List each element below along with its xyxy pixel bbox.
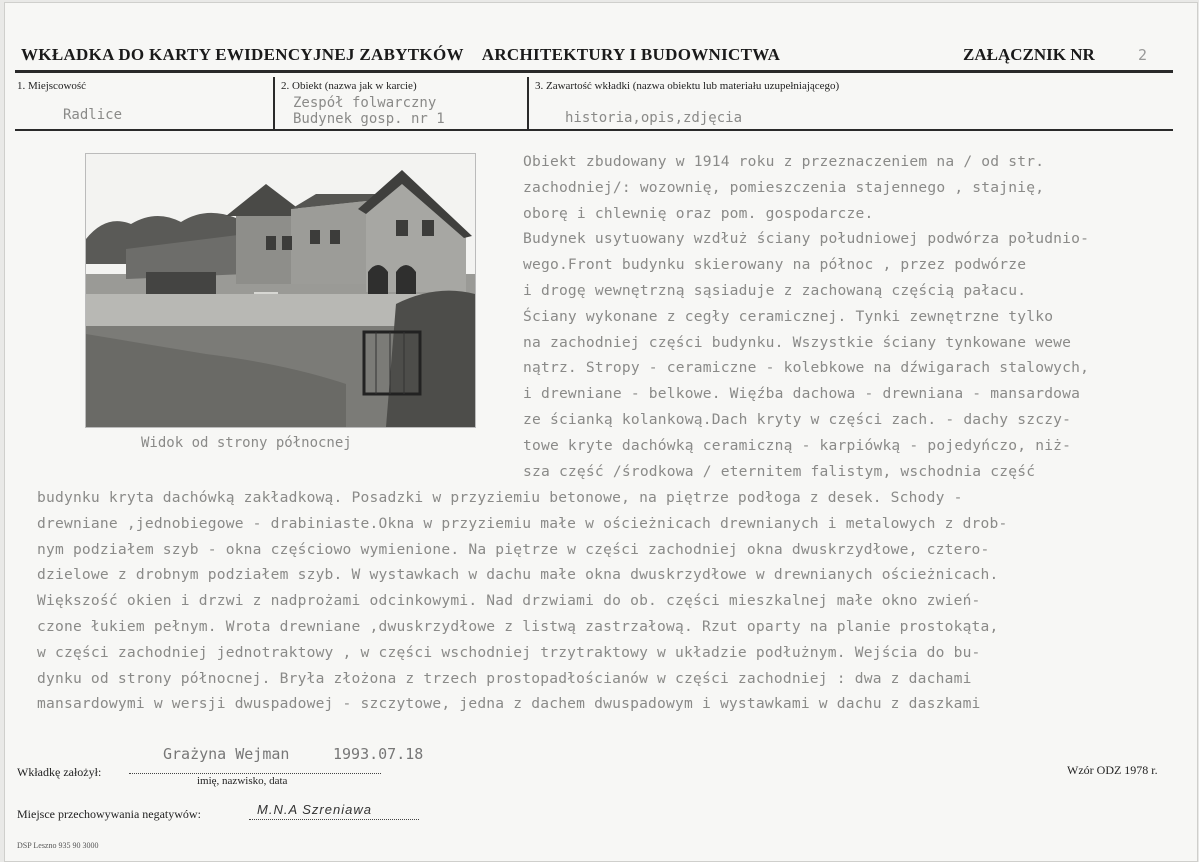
description-line: dynku od strony północnej. Bryła złożona z trzech prostopadłościanów w części zachodniej : dwa z dachami bbox=[37, 669, 972, 687]
sheet-title-part1: WKŁADKA DO KARTY EWIDENCYJNEJ ZABYTKÓW bbox=[21, 45, 464, 64]
description-line: ze ścianką kolankową.Dach kryty w części zach. - dachy szczy- bbox=[523, 411, 1072, 428]
description-line: Budynek usytuowany wzdłuż ściany południowej podwórza południo- bbox=[523, 230, 1090, 248]
field-divider-1 bbox=[273, 77, 275, 129]
sheet-title-part2: ARCHITEKTURY I BUDOWNICTWA bbox=[481, 45, 781, 64]
field-divider-2 bbox=[527, 77, 529, 129]
attachment-number: 2 bbox=[1138, 46, 1148, 64]
description-line: Większość okien i drzwi z nadprożami odcinkowymi. Nad drzwiami do ob. części mieszkalnej małe okno zwień- bbox=[37, 592, 981, 610]
description-line: Ściany wykonane z cegły ceramicznej. Tynki zewnętrzne tylko bbox=[523, 307, 1054, 325]
field-2-value-line1: Zespół folwarczny bbox=[293, 95, 437, 111]
field-1-label: 1. Miejscowość bbox=[17, 80, 87, 92]
building-photograph bbox=[85, 153, 476, 428]
field-3-label: 3. Zawartość wkładki (nazwa obiektu lub materiału uzupełniającego) bbox=[535, 80, 840, 92]
description-line: drewniane ,jednobiegowe - drabiniaste.Okna w przyziemiu małe w ościeżnicach drewnianych i metalowych z drob- bbox=[37, 514, 1008, 532]
attachment-label: ZAŁĄCZNIK NR bbox=[963, 45, 1095, 64]
description-line: zachodniej/: wozownię, pomieszczenia stajennego , stajnię, bbox=[523, 178, 1045, 196]
description-line: i drogę wewnętrzną sąsiaduje z zachowaną częścią pałacu. bbox=[523, 282, 1027, 299]
fields-rule bbox=[15, 129, 1173, 131]
founder-label: Wkładkę założył: bbox=[17, 765, 102, 779]
description-line: Obiekt zbudowany w 1914 roku z przeznaczeniem na / od str. bbox=[523, 153, 1045, 170]
description-line: w części zachodniej jednotraktowy , w części wschodniej trzytraktowy w układzie podłużnym. Wejścia do bu- bbox=[37, 643, 981, 661]
description-line: towe kryte dachówką ceramiczną - karpiówką - pojedyńczo, niż- bbox=[523, 436, 1072, 454]
negatives-dotted-line bbox=[249, 819, 419, 820]
description-line: nątrz. Stropy - ceramiczne - kolebkowe na dźwigarach stalowych, bbox=[523, 359, 1090, 377]
description-line: dzielowe z drobnym podziałem szyb. W wystawkach w dachu małe okna dwuskrzydłowe w drewnianych ościeżnicach. bbox=[37, 566, 999, 584]
description-line: nym podziałem szyb - okna częściowo wymienione. Na piętrze w części zachodniej okna dwuskrzydłowe, cztero- bbox=[37, 540, 990, 558]
description-line: na zachodniej części budynku. Wszystkie ściany tynkowane wewe bbox=[523, 333, 1072, 351]
field-1-value: Radlice bbox=[63, 107, 123, 123]
founder-dotted-line bbox=[129, 773, 381, 774]
description-line: czone łukiem pełnym. Wrota drewniane ,dwuskrzydłowe z listwą zastrzałową. Rzut oparty na planie prostokąta, bbox=[37, 618, 999, 635]
description-line: mansardowymi w wersji dwuspadowej - szczytowe, jedna z dachem dwuspadowym i wystawkami w dachu z daszkami bbox=[37, 695, 981, 713]
photo-caption: Widok od strony północnej bbox=[141, 435, 352, 451]
description-line: wego.Front budynku skierowany na północ , przez podwórze bbox=[523, 256, 1027, 274]
record-sheet bbox=[4, 2, 1198, 862]
building-photo-image bbox=[86, 154, 475, 427]
description-line: oborę i chlewnię oraz pom. gospodarcze. bbox=[523, 204, 874, 222]
description-line: i drewniane - belkowe. Więźba dachowa - drewniana - mansardowa bbox=[523, 385, 1081, 403]
negatives-value: M.N.A Szreniawa bbox=[257, 802, 372, 817]
founder-name: Grażyna Wejman bbox=[163, 745, 290, 763]
header-rule bbox=[15, 70, 1173, 73]
description-line: sza część /środkowa / eternitem falistym, wschodnia część bbox=[523, 462, 1036, 480]
negatives-label: Miejsce przechowywania negatywów: bbox=[17, 807, 201, 821]
field-2-value-line2: Budynek gosp. nr 1 bbox=[293, 111, 445, 127]
field-3-value: historia,opis,zdjęcia bbox=[565, 110, 743, 126]
field-2-label: 2. Obiekt (nazwa jak w karcie) bbox=[281, 80, 417, 92]
sheet-title bbox=[21, 45, 780, 65]
description-line: budynku kryta dachówką zakładkową. Posadzki w przyziemiu betonowe, na piętrze podłoga z desek. Schody - bbox=[37, 489, 963, 506]
printer-note: DSP Leszno 935 90 3000 bbox=[17, 841, 99, 850]
founder-date: 1993.07.18 bbox=[333, 745, 424, 763]
template-label: Wzór ODZ 1978 r. bbox=[1067, 763, 1158, 777]
founder-sublabel: imię, nazwisko, data bbox=[197, 775, 288, 787]
